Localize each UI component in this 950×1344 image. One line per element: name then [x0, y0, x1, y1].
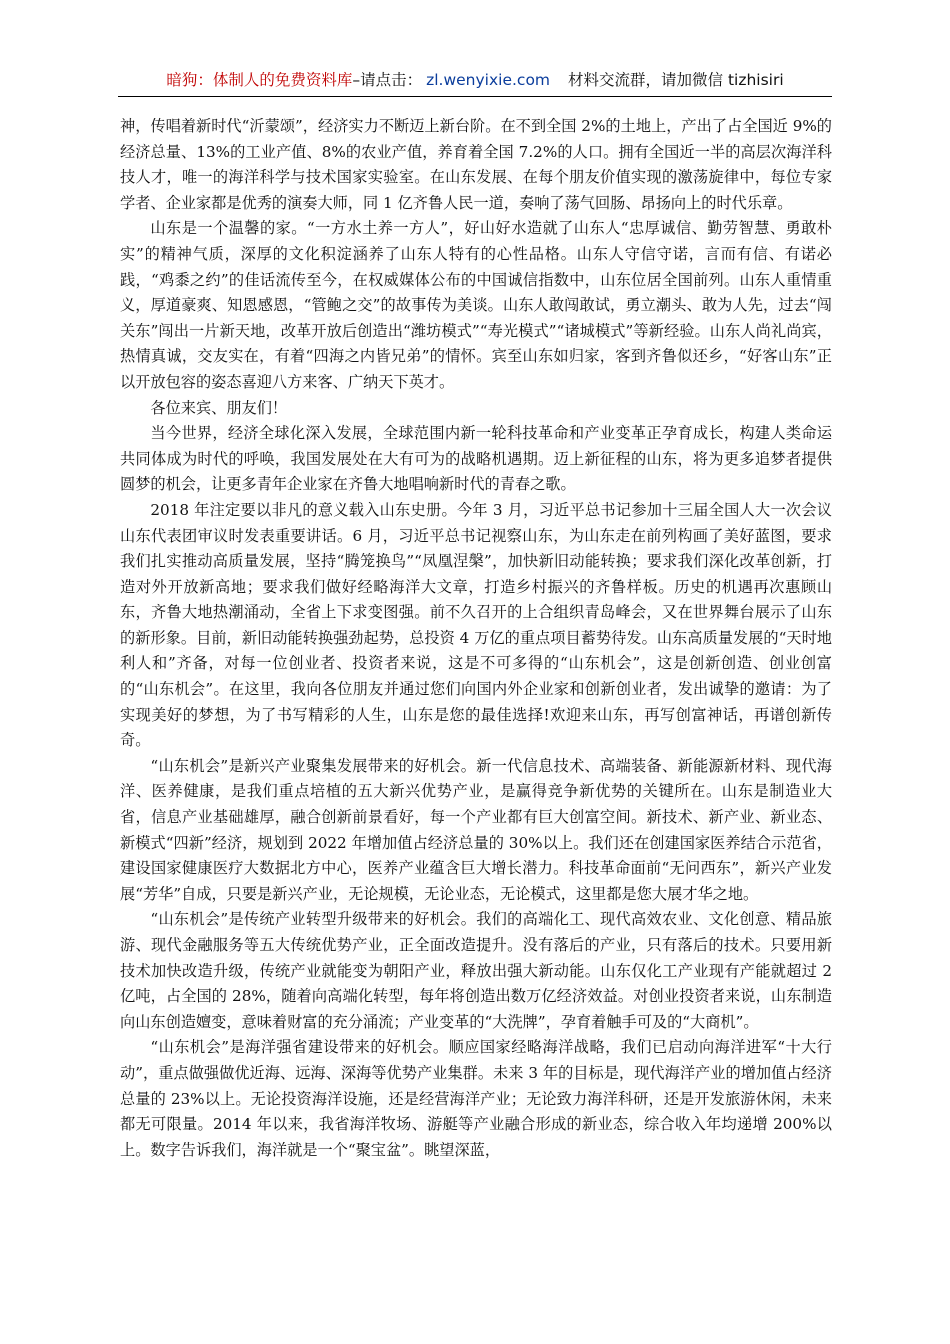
paragraph: 山东是一个温馨的家。“一方水土养一方人”，好山好水造就了山东人“忠厚诚信、勤劳智慧、勇敢朴实”的精神气质，深厚的文化积淀涵养了山东人特有的心性品格。山东人守信守诺，言而有信、有诺必践，“鸡黍之约”的佳话流传至今，在权威媒体公布的中国诚信指数中，山东位居全国前列。山东人重情重义，厚道豪爽、知恩感恩，“管鲍之交”的故事传为美谈。山东人敢闯敢试，勇立潮头、敢为人先，过去“闯关东”闯出一片新天地，改革开放后创造出“潍坊模式”“寿光模式”“诸城模式”等新经验。山东人尚礼尚宾，热情真诚，交友实在，有着“四海之内皆兄弟”的情怀。宾至山东如归家，客到齐鲁似还乡，“好客山东”正以开放包容的姿态喜迎八方来客、广纳天下英才。	[120, 219, 832, 391]
paragraph: 各位来宾、朋友们！	[150, 398, 288, 417]
header-url-link[interactable]: zl.wenyixie.com	[426, 71, 551, 89]
paragraph: 当今世界，经济全球化深入发展，全球范围内新一轮科技革命和产业变革正孕育成长，构建人类命运共同体成为时代的呼唤，我国发展处在大有可为的战略机遇期。迈上新征程的山东，将为更多追梦者提供圆梦的机会，让更多青年企业家在齐鲁大地唱响新时代的青春之歌。	[120, 424, 832, 494]
paragraph: “山东机会”是传统产业转型升级带来的好机会。我们的高端化工、现代高效农业、文化创意、精品旅游、现代金融服务等五大传统优势产业，正全面改造提升。没有落后的产业，只有落后的技术。只要用新技术加快改造升级，传统产业就能变为朝阳产业，释放出强大新动能。山东仅化工产业现有产能就超过 2 亿吨，占全国的 28%，随着向高端化转型，每年将创造出数万亿经济效益。对创业投资者来说，山东制造向山东创造嬗变，意味着财富的充分涌流；产业变革的“大洗牌”，孕育着触手可及的“大商机”。	[120, 910, 832, 1031]
document-body	[120, 114, 832, 1163]
paragraph: 2018 年注定要以非凡的意义载入山东史册。今年 3 月，习近平总书记参加十三届全国人大一次会议山东代表团审议时发表重要讲话。6 月，习近平总书记视察山东，为山东走在前列构画了美好蓝图，要求我们扎实推动高质量发展，坚持“腾笼换鸟”“凤凰涅槃”，加快新旧动能转换；要求我们深化改革创新，打造对外开放新高地；要求我们做好经略海洋大文章，打造乡村振兴的齐鲁样板。历史的机遇再次惠顾山东，齐鲁大地热潮涌动，全省上下求变图强。前不久召开的上合组织青岛峰会，又在世界舞台展示了山东的新形象。目前，新旧动能转换强劲起势，总投资 4 万亿的重点项目蓄势待发。山东高质量发展的“天时地利人和”齐备，对每一位创业者、投资者来说，这是不可多得的“山东机会”，这是创新创造、创业创富的“山东机会”。在这里，我向各位朋友并通过您们向国内外企业家和创新创业者，发出诚挚的邀请：为了实现美好的梦想，为了书写精彩的人生，山东是您的最佳选择!欢迎来山东，再写创富神话，再谱创新传奇。	[120, 500, 832, 750]
paragraph: “山东机会”是新兴产业聚集发展带来的好机会。新一代信息技术、高端装备、新能源新材料、现代海洋、医养健康，是我们重点培植的五大新兴优势产业，是赢得竞争新优势的关键所在。山东是制造业大省，信息产业基础雄厚，融合创新前景看好，每一个产业都有巨大创富空间。新技术、新产业、新业态、新模式“四新”经济，规划到 2022 年增加值占经济总量的 30%以上。我们还在创建国家医养结合示范省，建设国家健康医疗大数据北方中心，医养产业蕴含巨大增长潜力。科技革命面前“无问西东”，新兴产业发展“芳华”自成，只要是新兴产业，无论规模，无论业态，无论模式，这里都是您大展才华之地。	[120, 756, 832, 903]
paragraph: 神，传唱着新时代“沂蒙颂”，经济实力不断迈上新台阶。在不到全国 2%的土地上，产出了占全国近 9%的经济总量、13%的工业产值、8%的农业产值，养育着全国 7.2%的人口。拥有全国近一半的高层次海洋科技人才，唯一的海洋科学与技术国家实验室。在山东发展、在每个朋友价值实现的激荡旋律中，每位专家学者、企业家都是优秀的演奏大师，同 1 亿齐鲁人民一道，奏响了荡气回肠、昂扬向上的时代乐章。	[120, 117, 832, 212]
header-link-prompt: –请点击：	[352, 71, 423, 89]
page-header	[118, 68, 832, 97]
header-contact: 材料交流群，请加微信 tizhisiri	[568, 71, 784, 89]
paragraph: “山东机会”是海洋强省建设带来的好机会。顺应国家经略海洋战略，我们已启动向海洋进军“十大行动”，重点做强做优近海、远海、深海等优势产业集群。未来 3 年的目标是，现代海洋产业的增加值占经济总量的 23%以上。无论投资海洋设施，还是经营海洋产业；无论致力海洋科研，还是开发旅游休闲，未来都无可限量。2014 年以来，我省海洋牧场、游艇等产业融合形成的新业态，综合收入年均递增 200%以上。数字告诉我们，海洋就是一个“聚宝盆”。眺望深蓝，	[120, 1038, 832, 1159]
header-brand: 暗狗：体制人的免费资料库	[166, 71, 353, 89]
